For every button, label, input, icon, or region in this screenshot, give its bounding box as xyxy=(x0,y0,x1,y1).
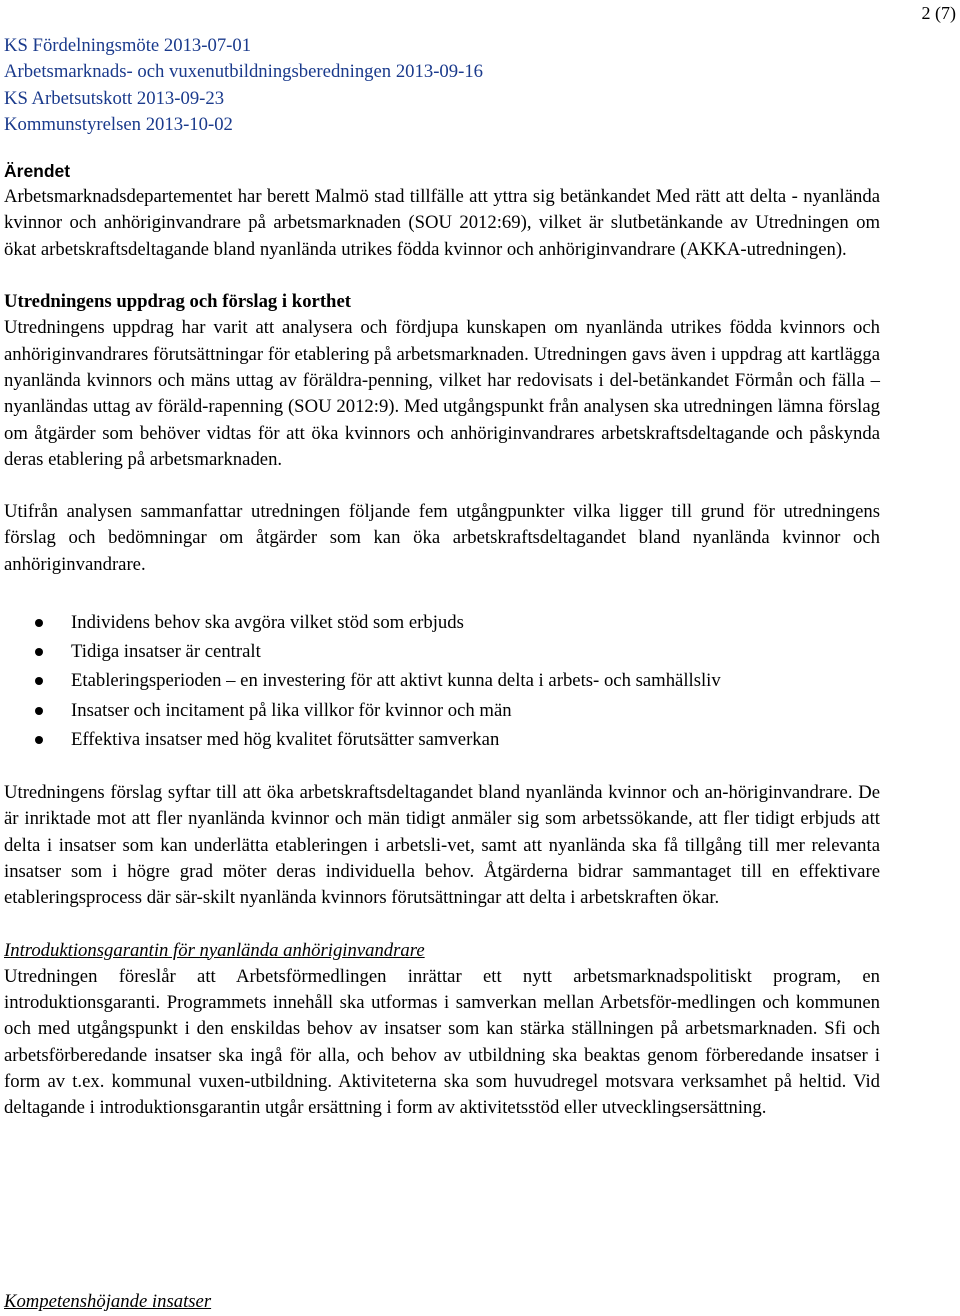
page-number: 2 (7) xyxy=(921,3,956,23)
list-item-text: Etableringsperioden – en investering för att aktivt kunna delta i arbets- och samhällsliv xyxy=(71,670,721,692)
bullet-icon xyxy=(35,619,43,627)
list-item xyxy=(4,666,880,695)
bullet-icon xyxy=(35,736,43,744)
uppdrag-paragraph: Utredningens uppdrag har varit att analysera och fördjupa kunskapen om nyanlända utrikes födda kvinnors och anhöriginvandrares förutsättningar för etablering på arbetsmarknaden. Utredningen gavs även i uppdrag att kartlägga nyanlända kvinnors och mäns uttag av föräldra-penning, vilket har redovisats i del-betänkandet Förmån och fälla – nyanländas uttag av föräld-rapenning (SOU 2012:9). Med utgångspunkt från analysen ska utredningen lämna förslag om åtgärder som behöver vidtas för att öka kvinnors och anhöriginvandrares arbetskraftsdeltagande och påskynda deras etablering på arbetsmarknaden. xyxy=(4,317,880,470)
list-item xyxy=(4,725,880,754)
arendet-paragraph: Arbetsmarknadsdepartementet har berett Malmö stad tillfälle att yttra sig betänkandet Med rätt att delta - nyanlända kvinnor och anhöriginvandrare på arbetsmarknaden (SOU 2012:69), vilket är slutbetänkande av Utredningen om ökat arbetskraftsdeltagande bland nyanlända utrikes födda kvinnor och anhöriginvandrare (AKKA-utredningen). xyxy=(4,186,880,260)
meeting-list xyxy=(4,33,880,138)
utgangspunkter-paragraph: Utifrån analysen sammanfattar utredningen följande fem utgångpunkter vilka ligger till grund för utredningens förslag och bedömningar om åtgärder som kan öka arbetskraftsdeltagandet bland nyanlända kvinnor och anhöriginvandrare. xyxy=(4,501,880,575)
bullet-icon xyxy=(35,648,43,656)
list-item xyxy=(4,608,880,637)
meeting-line: KS Fördelningsmöte 2013-07-01 xyxy=(4,35,252,56)
introduktion-paragraph: Utredningen föreslår att Arbetsförmedlingen inrättar ett nytt arbetsmarknadspolitiskt program, en introduktionsgaranti. Programmets innehåll ska utformas i samverkan mellan Arbetsför-medlingen och kommunen och med utgångspunkt i den enskildas behov av insatser som kan stärka ställningen på arbetsmarknaden. Sfi och arbetsförberedande insatser ska ingå för alla, och behov av utbildning ska beaktas genom förberedande insatser i form av t.ex. kommunal vuxen-utbildning. Aktiviteterna ska som huvudregel motsvara verksamhet på heltid. Vid deltagande i introduktionsgarantin utgår ersättning i form av aktivitetsstöd eller utvecklingsersättning. xyxy=(4,965,880,1119)
kompetens-heading: Kompetenshöjande insatser xyxy=(4,1291,212,1312)
forslag-paragraph: Utredningens förslag syftar till att öka arbetskraftsdeltagandet bland nyanlända kvinnor och an-höriginvandrare. De är inriktade mot att fler nyanlända kvinnor och män tidigt anmäler sig som arbetssökande, att fler tidigt erbjuds att delta i insatser som kan underlätta etableringen i arbetsli-vet, samt att nyanlända ska få tillgång till mer relevanta insatser som i högre grad möter deras individuella behov. Åtgärderna bidrar sammantaget till en effektivare etableringsprocess där sär-skilt nyanlända kvinnors förutsättningar att delta i arbetskraften ökar. xyxy=(4,782,880,909)
list-item xyxy=(4,637,880,666)
introduktion-heading: Introduktionsgarantin för nyanlända anhöriginvandrare xyxy=(4,939,425,961)
utgangspunkter-list xyxy=(4,608,880,754)
list-item-text: Effektiva insatser med hög kvalitet förutsätter samverkan xyxy=(71,728,500,750)
meeting-line: Arbetsmarknads- och vuxenutbildningsberedningen 2013-09-16 xyxy=(4,61,484,83)
document-body xyxy=(4,33,880,1122)
arendet-heading: Ärendet xyxy=(4,161,71,182)
list-item-text: Individens behov ska avgöra vilket stöd som erbjuds xyxy=(71,612,464,634)
meeting-line: KS Arbetsutskott 2013-09-23 xyxy=(4,87,225,109)
bullet-icon xyxy=(35,677,43,685)
meeting-line: Kommunstyrelsen 2013-10-02 xyxy=(4,113,233,135)
list-item-text: Tidiga insatser är centralt xyxy=(71,641,261,663)
list-item xyxy=(4,696,880,725)
list-item-text: Insatser och incitament på lika villkor för kvinnor och män xyxy=(71,699,512,721)
uppdrag-heading: Utredningens uppdrag och förslag i korthet xyxy=(4,291,351,313)
bullet-icon xyxy=(35,707,43,715)
